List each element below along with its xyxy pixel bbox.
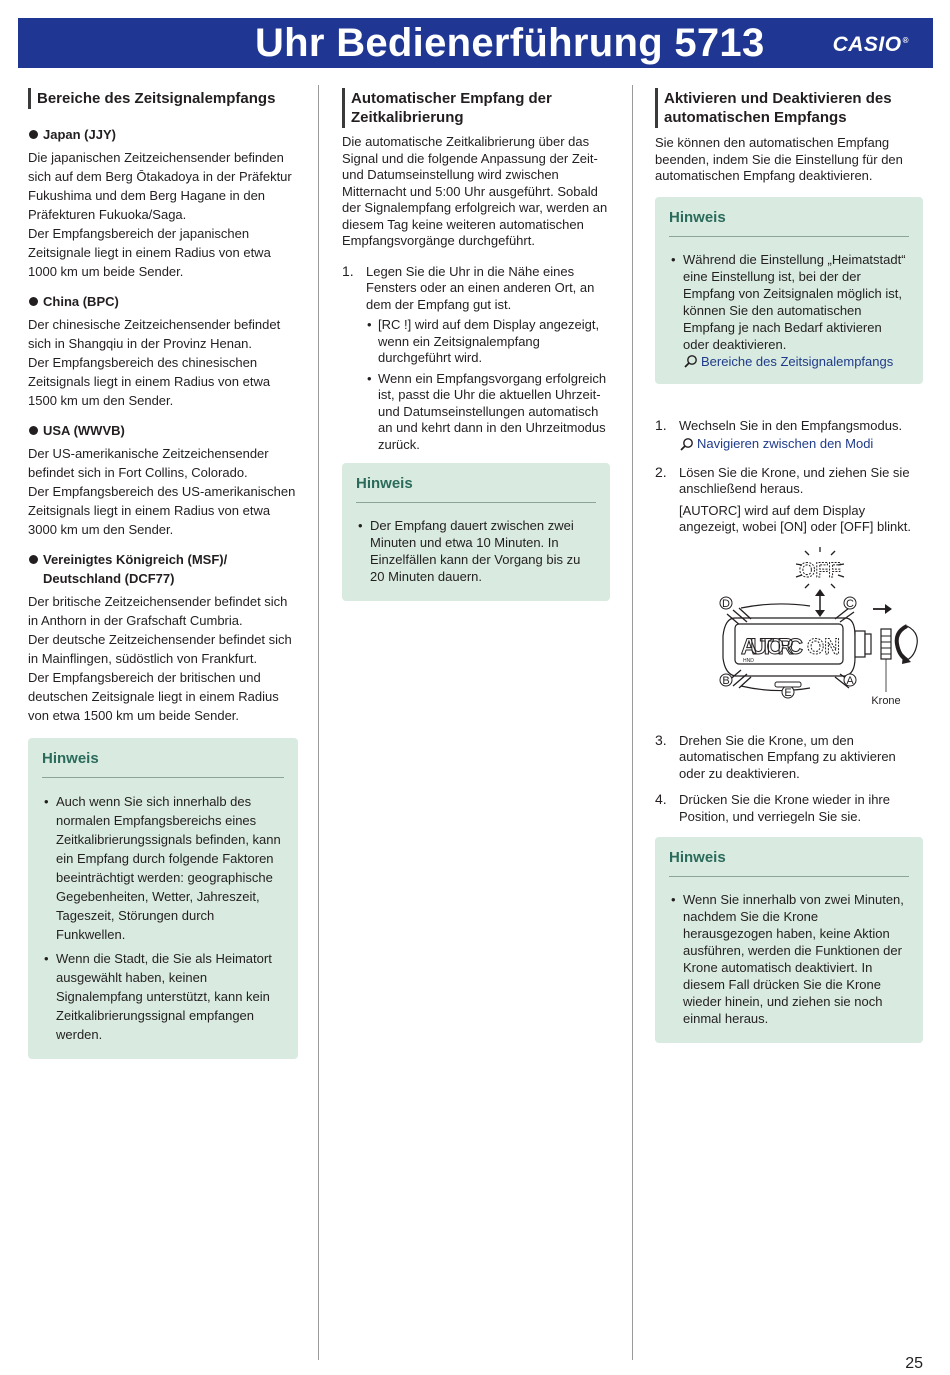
hint-title: Hinweis: [669, 209, 909, 237]
section-heading: Bereiche des Zeitsignalempfangs: [28, 88, 298, 109]
toggle-arrow-icon: [815, 589, 825, 617]
hint-item: • Wenn Sie innerhalb von zwei Minuten, nachdem Sie die Krone herausgezogen haben, keine Aktion ausführen, werden die Funktionen der Krone automatisch deaktiviert. In diesem Fall drücken Sie die Krone wieder hinein, und ziehen sie noch einmal heraus.: [669, 891, 909, 1027]
hint-item: • Während die Einstellung „Heimatstadt“ eine Einstellung ist, bei der der Empfang von Zeitsignalen möglich ist, können Sie den automatischen Empfang je nach Bedarf aktivieren oder deaktivieren. Bereiche des Zeitsignalempfangs: [669, 251, 909, 370]
watch-body: [723, 603, 917, 691]
step-text: Lösen Sie die Krone, und ziehen Sie sie anschließend heraus.: [679, 464, 910, 496]
hint-box: [655, 837, 923, 1043]
region-text: Der chinesische Zeitzeichensender befindet sich in Shangqiu in der Provinz Henan. Der Empfangsbereich des chinesischen Zeitsignals liegt in einem Radius von etwa 1500 km um den Sender.: [28, 317, 281, 408]
column-divider: [318, 85, 319, 1360]
svg-text:D: D: [722, 597, 730, 610]
watch-diagram: [655, 546, 923, 721]
svg-text:OFF: OFF: [799, 558, 841, 582]
step-bullet: • Wenn ein Empfangsvorgang erfolgreich ist, passt die Uhr die aktuellen Uhrzeit- und Datumseinstellungen automatisch an und kehrt dann in den Uhrzeitmodus zurück.: [366, 371, 610, 454]
bullet-icon: [29, 130, 38, 139]
region-heading: USA (WWVB): [28, 421, 298, 440]
svg-text:AUTORC: AUTORC: [741, 633, 803, 659]
column-left: [28, 88, 298, 1059]
hint-item: • Auch wenn Sie sich innerhalb des normalen Empfangsbereichs eines Zeitkalibrierungssignals befinden, kann ein Empfang durch folgende Faktoren beeinträchtigt werden: geographische Gegebenheiten, Wetter, Jahreszeit, Tageszeit, Störungen durch Funkwellen.: [42, 792, 284, 944]
off-indicator: [796, 547, 844, 588]
svg-text:B: B: [722, 674, 730, 687]
casio-logo: CASIO®: [832, 33, 909, 56]
step-item: 1. Legen Sie die Uhr in die Nähe eines Fensters oder an einen anderen Ort, an dem der Empfang gut ist. • [RC !] wird auf dem Display angezeigt, wenn ein Zeitsignalempfang durchgeführt wird. • Wenn ein Empfangsvorgang erfolgreich ist, passt die Uhr die aktuellen Uhrzeit- und Datumseinstellungen automatisch an und kehrt dann in den Uhrzeitmodus zurück.: [342, 264, 610, 454]
region-heading: China (BPC): [28, 292, 298, 311]
region-heading: Vereinigtes Königreich (MSF)/ Deutschland (DCF77): [28, 550, 298, 588]
magnifier-icon: [679, 437, 695, 451]
column-middle: [342, 88, 610, 601]
step-bullet: • [RC !] wird auf dem Display angezeigt, wenn ein Zeitsignalempfang durchgeführt wird.: [366, 317, 610, 367]
bullet-icon: [29, 555, 38, 564]
step-item: 1. Wechseln Sie in den Empfangsmodus. Navigieren zwischen den Modi: [655, 418, 923, 453]
region-text: Der britische Zeitzeichensender befindet sich in Anthorn in der Grafschaft Cumbria. Der deutsche Zeitzeichensender befindet sich in Mainflingen, südöstlich von Frankfurt. Der Empfangsbereich der britischen und deutschen Zeitsignale liegt in einem Radius von etwa 1500 km um beide Sender.: [28, 594, 292, 723]
hint-item: • Wenn die Stadt, die Sie als Heimatort ausgewählt haben, keinen Signalempfang unterstützt, kann kein Zeitkalibrierungssignal empfangen werden.: [42, 949, 284, 1044]
svg-text:C: C: [846, 597, 854, 610]
step-text: Drehen Sie die Krone, um den automatischen Empfang zu aktivieren oder zu deaktivieren.: [679, 732, 896, 781]
step-subtext: [AUTORC] wird auf dem Display angezeigt, wobei [ON] oder [OFF] blinkt.: [679, 502, 911, 534]
hint-item: • Der Empfang dauert zwischen zwei Minuten und etwa 10 Minuten. In Einzelfällen kann der Vorgang bis zu 20 Minuten dauern.: [356, 517, 596, 585]
section-heading: Automatischer Empfang der Zeitkalibrierung: [342, 88, 610, 128]
svg-text:A: A: [846, 674, 854, 687]
hint-title: Hinweis: [356, 475, 596, 503]
step-item: 3. Drehen Sie die Krone, um den automatischen Empfang zu aktivieren oder zu deaktivieren.: [655, 731, 896, 781]
header-banner: [18, 18, 933, 68]
document-title: Uhr Bedienerführung 5713: [255, 21, 765, 65]
magnifier-icon: [683, 354, 699, 368]
column-right: [655, 88, 923, 1043]
hint-box: [655, 197, 923, 384]
step-item: 2. Lösen Sie die Krone, und ziehen Sie sie anschließend heraus. [AUTORC] wird auf dem Display angezeigt, wobei [ON] oder [OFF] blinkt.: [655, 465, 923, 536]
intro-text: Die automatische Zeitkalibrierung über das Signal und die folgende Anpassung der Zeit- und Datumseinstellung wird zwischen Mitternacht und 5:00 Uhr ausgeführt. Sobald der Signalempfang erfolgreich war, werden an diesem Tag keine weiteren automatischen Empfangsvorgänge durchgeführt.: [342, 134, 608, 248]
hint-box: [342, 463, 610, 601]
region-heading: Japan (JJY): [28, 125, 298, 144]
hint-title: Hinweis: [42, 750, 284, 778]
step-text: Drücken Sie die Krone wieder in ihre Position, und verriegeln Sie sie.: [679, 792, 890, 824]
step-text: Wechseln Sie in den Empfangsmodus.: [679, 417, 903, 433]
bullet-icon: [29, 297, 38, 306]
region-text: Der US-amerikanische Zeitzeichensender befindet sich in Fort Collins, Colorado. Der Empfangsbereich des US-amerikanischen Zeitsignals liegt in einem Radius von etwa 3000 km um den Sender.: [28, 446, 296, 537]
section-heading: Aktivieren und Deaktivieren des automatischen Empfangs: [655, 88, 923, 128]
intro-text: Sie können den automatischen Empfang beenden, indem Sie die Einstellung für den automatischen Empfang deaktivieren.: [655, 135, 903, 183]
svg-text:E: E: [784, 686, 792, 699]
step-text: Legen Sie die Uhr in die Nähe eines Fensters oder an einen anderen Ort, an dem der Empfang gut ist.: [366, 263, 595, 312]
hint-title: Hinweis: [669, 849, 909, 877]
page-number: 25: [905, 1355, 923, 1372]
cross-reference-link[interactable]: Navigieren zwischen den Modi: [679, 436, 923, 453]
cross-reference-link[interactable]: Bereiche des Zeitsignalempfangs: [683, 353, 909, 370]
hint-box: [28, 738, 298, 1059]
bullet-icon: [29, 426, 38, 435]
step-item: 4. Drücken Sie die Krone wieder in ihre Position, und verriegeln Sie sie.: [655, 791, 890, 824]
svg-text:ON: ON: [807, 633, 840, 659]
crown-label: Krone: [871, 694, 901, 707]
column-divider: [632, 85, 633, 1360]
region-text: Die japanischen Zeitzeichensender befinden sich auf dem Berg Ōtakadoya in der Präfektur Fukushima und dem Berg Hagane in den Präfekturen Fukuoka/Saga. Der Empfangsbereich der japanischen Zeitsignale liegt in einem Radius von etwa 1000 km um beide Sender.: [28, 150, 292, 279]
svg-text:HND: HND: [743, 657, 754, 664]
